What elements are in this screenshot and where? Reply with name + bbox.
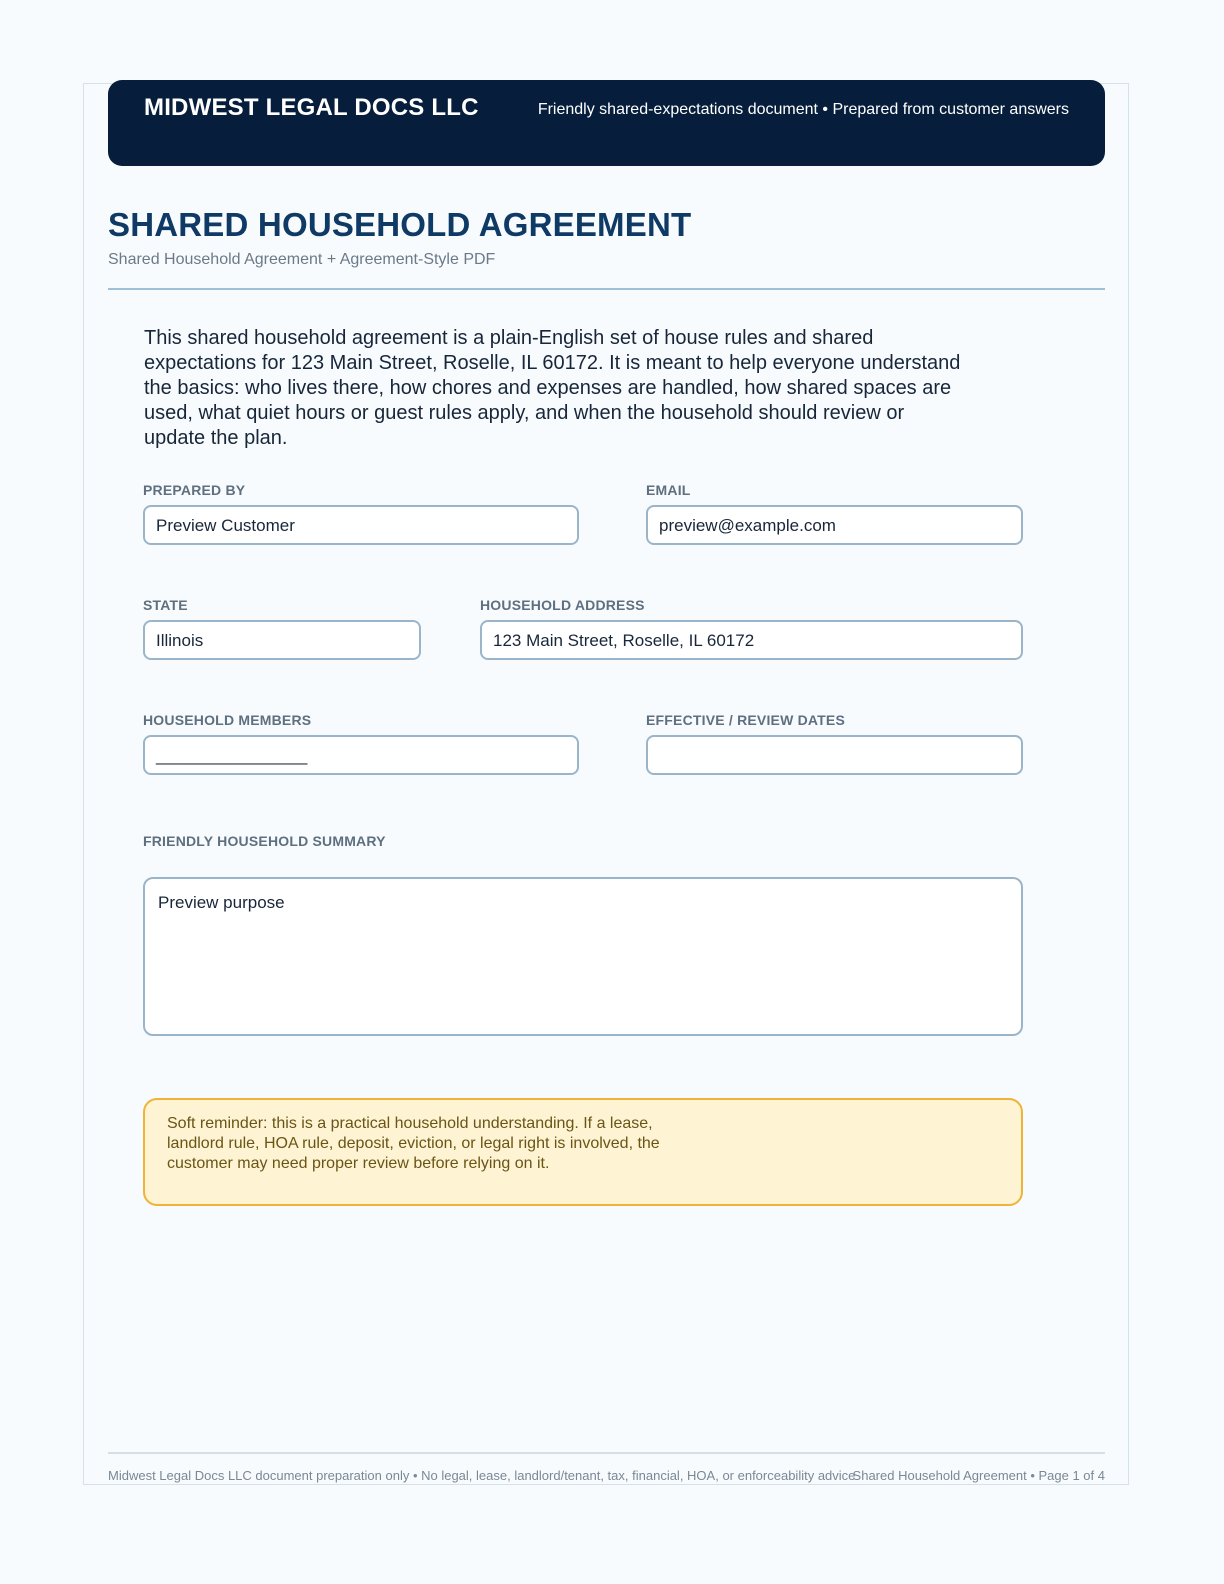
footer-disclaimer: Midwest Legal Docs LLC document preparation only • No legal, lease, landlord/tenant, tax, financial, HOA, or enforceability advice <box>108 1468 856 1483</box>
footer-divider <box>108 1452 1105 1454</box>
household-members-label: HOUSEHOLD MEMBERS <box>143 712 312 728</box>
header-band <box>108 80 1105 166</box>
household-members-field[interactable]: ________________ <box>143 735 579 775</box>
state-field[interactable]: Illinois <box>143 620 421 660</box>
household-address-label: HOUSEHOLD ADDRESS <box>480 597 645 613</box>
email-label: EMAIL <box>646 482 691 498</box>
email-field[interactable]: preview@example.com <box>646 505 1023 545</box>
document-subtitle: Shared Household Agreement + Agreement-Style PDF <box>108 251 496 268</box>
prepared-by-label: PREPARED BY <box>143 482 246 498</box>
title-divider <box>108 288 1105 290</box>
page-frame <box>83 83 1129 1485</box>
effective-review-dates-field[interactable] <box>646 735 1023 775</box>
footer-page-info: Shared Household Agreement • Page 1 of 4 <box>852 1468 1105 1483</box>
summary-field[interactable]: Preview purpose <box>143 877 1023 1036</box>
state-label: STATE <box>143 597 188 613</box>
brand-name: MIDWEST LEGAL DOCS LLC <box>144 94 479 121</box>
document-title: SHARED HOUSEHOLD AGREEMENT <box>108 206 692 243</box>
summary-label: FRIENDLY HOUSEHOLD SUMMARY <box>143 833 386 849</box>
effective-review-dates-label: EFFECTIVE / REVIEW DATES <box>646 712 846 728</box>
household-address-field[interactable]: 123 Main Street, Roselle, IL 60172 <box>480 620 1023 660</box>
reminder-callout <box>143 1098 1023 1206</box>
header-tagline: Friendly shared-expectations document • Prepared from customer answers <box>537 101 1069 118</box>
intro-paragraph: This shared household agreement is a plain-English set of house rules and shared expectations for 123 Main Street, Roselle, IL 60172. It is meant to help everyone understand the basics: who lives there, how chores and expenses are handled, how shared spaces are used, what quiet hours or guest rules apply, and when the household should review or update the plan. <box>144 327 961 449</box>
prepared-by-field[interactable]: Preview Customer <box>143 505 579 545</box>
reminder-text: Soft reminder: this is a practical household understanding. If a lease, landlord rule, HOA rule, deposit, eviction, or legal right is involved, the customer may need proper review before relying on it. <box>167 1115 660 1172</box>
